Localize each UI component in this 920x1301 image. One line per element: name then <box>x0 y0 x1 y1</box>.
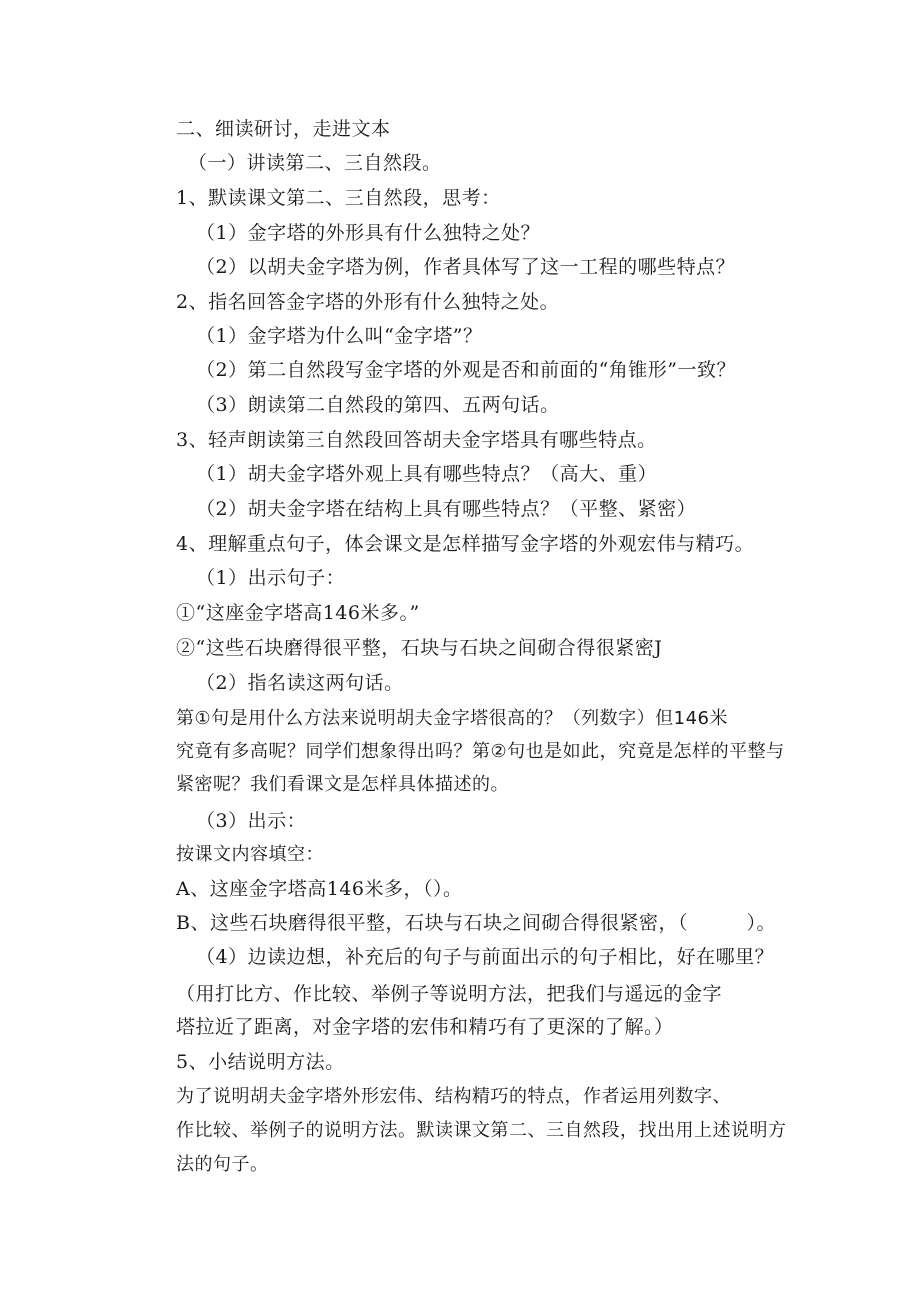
step-4-item-4: （4）边读边想，补充后的句子与前面出示的句子相比，好在哪里？ <box>196 946 775 968</box>
paragraph-line-1: 第①句是用什么方法来说明胡夫金字塔很高的？（列数字）但146米 <box>176 708 728 729</box>
step-3: 3、轻声朗读第三自然段回答胡夫金字塔具有哪些特点。 <box>176 429 657 451</box>
quote-1: ①“这座金字塔高146米多。” <box>176 602 420 624</box>
question-1-2: （2）以胡夫金字塔为例，作者具体写了这一工程的哪些特点？ <box>196 256 736 278</box>
step-4-item-2: （2）指名读这两句话。 <box>196 672 404 694</box>
fill-in-instruction: 按课文内容填空： <box>176 844 324 865</box>
question-2-3: （3）朗读第二自然段的第四、五两句话。 <box>196 394 560 416</box>
fill-in-b: B、这些石块磨得很平整，石块与石块之间砌合得很紧密，（ ）。 <box>176 912 776 934</box>
fill-in-a: A、这座金字塔高146米多，（）。 <box>176 878 463 900</box>
step-2: 2、指名回答金字塔的外形有什么独特之处。 <box>176 291 560 313</box>
summary-line-1: 为了说明胡夫金字塔外形宏伟、结构精巧的特点，作者运用列数字、 <box>176 1086 731 1107</box>
question-2-2: （2）第二自然段写金字塔的外观是否和前面的“角锥形”一致？ <box>196 359 737 381</box>
answer-line-1: （用打比方、作比较、举例子等说明方法，把我们与遥远的金字 <box>176 983 723 1005</box>
quote-2: ②“这些石块磨得很平整，石块与石块之间砌合得很紧密J <box>176 637 663 659</box>
step-4-item-3: （3）出示： <box>196 810 307 832</box>
paragraph-line-3: 紧密呢？我们看课文是怎样具体描述的。 <box>176 774 509 795</box>
step-4-item-1: （1）出示句子： <box>196 567 346 589</box>
question-3-1: （1）胡夫金字塔外观上具有哪些特点？（高大、重） <box>196 463 658 485</box>
section-heading: 二、细读研讨，走进文本 <box>176 118 391 140</box>
question-1-1: （1）金字塔的外形具有什么独特之处？ <box>196 222 541 244</box>
summary-line-2: 作比较、举例子的说明方法。默读课文第二、三自然段，找出用上述说明方 <box>176 1120 787 1141</box>
step-5: 5、小结说明方法。 <box>176 1051 345 1073</box>
question-3-2: （2）胡夫金字塔在结构上具有哪些特点？（平整、紧密） <box>196 498 697 520</box>
answer-line-2: 塔拉近了距离，对金字塔的宏伟和精巧有了更深的了解。） <box>176 1016 674 1038</box>
step-4: 4、理解重点句子，体会课文是怎样描写金字塔的外观宏伟与精巧。 <box>176 533 755 555</box>
summary-line-3: 法的句子。 <box>176 1154 269 1175</box>
step-1: 1、默读课文第二、三自然段，思考： <box>176 187 501 209</box>
subsection-heading: （一）讲读第二、三自然段。 <box>188 152 442 174</box>
paragraph-line-2: 究竟有多高呢？同学们想象得出吗？第②句也是如此，究竟是怎样的平整与 <box>176 741 785 762</box>
question-2-1: （1）金字塔为什么叫“金字塔”？ <box>196 325 483 347</box>
